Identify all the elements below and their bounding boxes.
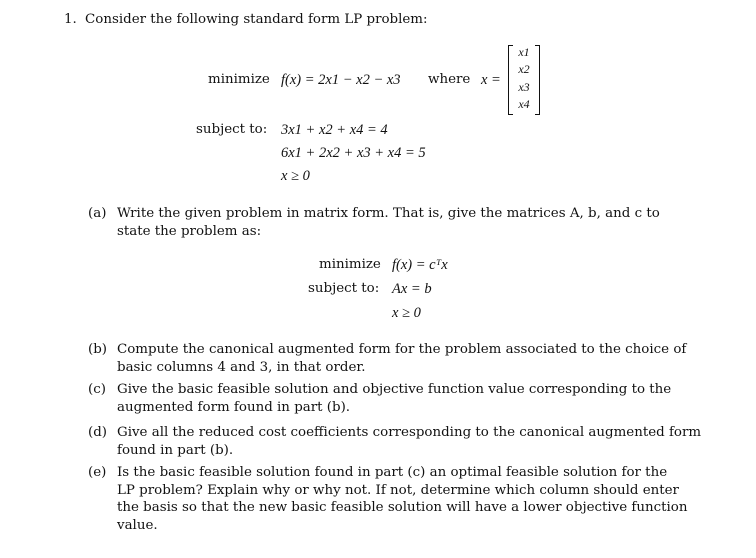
x-component: x2 bbox=[518, 62, 530, 76]
minimize-label: minimize bbox=[208, 72, 270, 87]
matrix-objective: f(x) = cᵀx bbox=[392, 257, 448, 273]
part-text-line: Compute the canonical augmented form for the problem associated to the choice of bbox=[117, 342, 687, 357]
matrix-constraint-2: x ≥ 0 bbox=[392, 305, 421, 321]
x-component: x4 bbox=[518, 97, 530, 111]
part-label: (d) bbox=[88, 425, 108, 440]
x-component: x3 bbox=[518, 80, 530, 94]
x-equals: x = bbox=[481, 72, 501, 88]
constraint-2: 6x1 + 2x2 + x3 + x4 = 5 bbox=[281, 145, 426, 161]
part-label: (c) bbox=[88, 382, 106, 397]
problem-intro: Consider the following standard form LP problem: bbox=[85, 12, 428, 27]
part-label: (b) bbox=[88, 342, 108, 357]
part-text-line: Is the basic feasible solution found in part (c) an optimal feasible solution for the bbox=[117, 465, 668, 480]
objective-function: f(x) = 2x1 − x2 − x3 bbox=[281, 72, 401, 88]
part-text-line: found in part (b). bbox=[117, 442, 234, 458]
part-text-line: value. bbox=[117, 517, 158, 533]
matrix-minimize-label: minimize bbox=[319, 257, 381, 272]
part-text-line: Give the basic feasible solution and objective function value corresponding to the bbox=[117, 382, 672, 397]
problem-header bbox=[64, 12, 428, 28]
constraint-nonneg: x ≥ 0 bbox=[281, 168, 310, 184]
part-label: (e) bbox=[88, 465, 107, 480]
where-label: where bbox=[428, 72, 471, 87]
part-text-line: Write the given problem in matrix form. That is, give the matrices A, b, and c to bbox=[117, 206, 660, 221]
problem-number: 1. bbox=[64, 12, 77, 27]
x-component: x1 bbox=[518, 45, 530, 59]
part-label: (a) bbox=[88, 206, 107, 221]
part-text-line: Give all the reduced cost coefficients corresponding to the canonical augmented form bbox=[117, 425, 702, 440]
constraint-1: 3x1 + x2 + x4 = 4 bbox=[281, 122, 388, 138]
matrix-constraint-1: Ax = b bbox=[392, 281, 432, 297]
part-text-line: the basis so that the new basic feasible solution will have a lower objective function bbox=[117, 500, 688, 515]
part-text-line: state the problem as: bbox=[117, 223, 262, 239]
part-text-line: LP problem? Explain why or why not. If not, determine which column should enter bbox=[117, 482, 679, 498]
subject-to-label: subject to: bbox=[196, 122, 268, 137]
part-text-line: basic columns 4 and 3, in that order. bbox=[117, 359, 366, 375]
x-vector-matrix bbox=[508, 45, 540, 115]
part-text-line: augmented form found in part (b). bbox=[117, 399, 351, 415]
matrix-subject-to-label: subject to: bbox=[308, 281, 380, 296]
